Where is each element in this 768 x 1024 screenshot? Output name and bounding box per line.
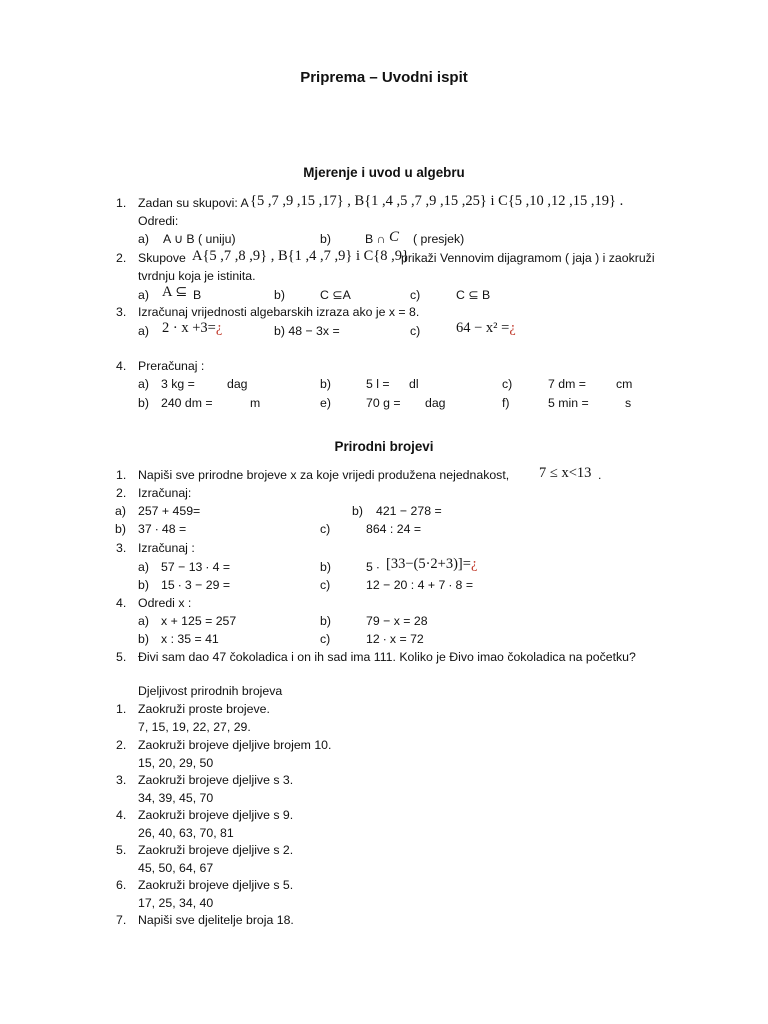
option-label: a) — [138, 288, 149, 302]
option-label: b) — [320, 232, 331, 246]
number-list: 34, 39, 45, 70 — [138, 791, 214, 805]
question-number: 3. — [116, 773, 127, 787]
punctuation: . — [598, 468, 602, 482]
question-number: 3. — [116, 305, 127, 319]
option-math: A ⊆ — [162, 284, 188, 300]
option-label: b) — [115, 522, 126, 536]
question-text: Odredi: — [138, 214, 179, 228]
option-label: b) — [320, 614, 331, 628]
question-number: 5. — [116, 843, 127, 857]
expression: 257 + 459= — [138, 504, 201, 518]
expression: 57 − 13 ∙ 4 = — [161, 560, 231, 574]
question-text: Preračunaj : — [138, 359, 205, 373]
expression: 12 ∙ x = 72 — [366, 632, 424, 646]
expression: 12 − 20 : 4 + 7 ∙ 8 = — [366, 578, 473, 592]
set-definitions: {5 ,7 ,9 ,15 ,17} , B{1 ,4 ,5 ,7 ,9 ,15 ,25} i C{5 ,10 ,12 ,15 ,19} . — [250, 193, 624, 209]
number-list: 17, 25, 34, 40 — [138, 896, 214, 910]
conversion-unit: dag — [425, 396, 446, 410]
expression: 421 − 278 = — [376, 504, 442, 518]
option-label: c) — [502, 377, 513, 391]
expression: 64 − x² =¿ — [456, 320, 516, 336]
set-definitions: A{5 ,7 ,8 ,9} , B{1 ,4 ,7 ,9} i C{8 ,9} — [192, 248, 409, 264]
question-text: Izračunaj vrijednosti algebarskih izraza ako je x = 8. — [138, 305, 420, 319]
question-number: 1. — [116, 468, 127, 482]
question-text: Zaokruži brojeve djeljive s 3. — [138, 773, 294, 787]
section-heading-algebra: Mjerenje i uvod u algebru — [303, 165, 465, 180]
question-number: 3. — [116, 541, 127, 555]
section-heading-natural-numbers: Prirodni brojevi — [334, 439, 434, 454]
expression: [33−(5·2+3)]=¿ — [386, 556, 478, 572]
option-label: b) — [320, 560, 331, 574]
expression: x : 35 = 41 — [161, 632, 219, 646]
option-label: f) — [502, 396, 510, 410]
conversion-expr: 3 kg = — [161, 377, 195, 391]
question-text: Zaokruži brojeve djeljive s 5. — [138, 878, 294, 892]
question-text: Zaokruži brojeve djeljive s 2. — [138, 843, 294, 857]
option-label: b) — [138, 632, 149, 646]
question-number: 2. — [116, 486, 127, 500]
expression: 15 ∙ 3 − 29 = — [161, 578, 231, 592]
question-text: Izračunaj : — [138, 541, 195, 555]
conversion-unit: m — [250, 396, 261, 410]
page-title: Priprema – Uvodni ispit — [300, 69, 468, 86]
number-list: 45, 50, 64, 67 — [138, 861, 214, 875]
expression-prefix: 5 ∙ — [366, 560, 380, 574]
question-number: 4. — [116, 596, 127, 610]
question-text: prikaži Vennovim dijagramom ( jaja ) i zaokruži — [401, 251, 655, 265]
question-text: Skupove — [138, 251, 186, 265]
conversion-unit: s — [625, 396, 632, 410]
option-text: C ⊆A — [320, 288, 351, 302]
number-list: 26, 40, 63, 70, 81 — [138, 826, 234, 840]
option-label: c) — [410, 324, 421, 338]
option-label: b) — [320, 377, 331, 391]
question-text: Odredi x : — [138, 596, 192, 610]
question-number: 5. — [116, 650, 127, 664]
question-text: tvrdnju koja je istinita. — [138, 269, 256, 283]
option-label: b) — [352, 504, 363, 518]
option-label: a) — [138, 560, 149, 574]
question-number: 6. — [116, 878, 127, 892]
option-text: ( presjek) — [413, 232, 465, 246]
option-label: c) — [410, 288, 421, 302]
expression: 79 − x = 28 — [366, 614, 428, 628]
option-text: B — [193, 288, 202, 302]
expression: x + 125 = 257 — [161, 614, 237, 628]
option-label: b) — [274, 288, 285, 302]
conversion-expr: 5 min = — [548, 396, 589, 410]
option-text: A ∪ B ( uniju) — [163, 232, 236, 246]
option-label: a) — [138, 377, 149, 391]
option-label: c) — [320, 522, 331, 536]
option-label: c) — [320, 578, 331, 592]
question-number: 4. — [116, 359, 127, 373]
option-label: e) — [320, 396, 331, 410]
section-heading-divisibility: Djeljivost prirodnih brojeva — [138, 684, 283, 698]
question-number: 2. — [116, 738, 127, 752]
number-list: 15, 20, 29, 50 — [138, 756, 214, 770]
conversion-unit: dag — [227, 377, 248, 391]
question-text: Zaokruži brojeve djeljive s 9. — [138, 808, 294, 822]
question-number: 7. — [116, 913, 127, 927]
question-text: Zadan su skupovi: A — [138, 196, 249, 210]
conversion-expr: 240 dm = — [161, 396, 213, 410]
question-text: Đivi sam dao 47 čokoladica i on ih sad ima 111. Koliko je Đivo imao čokoladica na početku? — [138, 650, 636, 664]
option-text: B ∩ — [365, 232, 386, 246]
expression: 2 · x +3=¿ — [162, 320, 223, 336]
inequality: 7 ≤ x<13 — [539, 465, 592, 481]
option-label: a) — [138, 324, 149, 338]
option-label: a) — [138, 614, 149, 628]
option-text: C ⊆ B — [456, 288, 491, 302]
conversion-expr: 7 dm = — [548, 377, 586, 391]
option-label: b) — [138, 396, 149, 410]
question-text: Napiši sve prirodne brojeve x za koje vrijedi produžena nejednakost, — [138, 468, 510, 482]
expression: b) 48 − 3x = — [274, 324, 340, 338]
conversion-unit: dl — [409, 377, 419, 391]
question-text: Izračunaj: — [138, 486, 192, 500]
question-number: 2. — [116, 251, 127, 265]
conversion-expr: 70 g = — [366, 396, 401, 410]
option-label: a) — [138, 232, 149, 246]
question-number: 4. — [116, 808, 127, 822]
question-text: Napiši sve djelitelje broja 18. — [138, 913, 294, 927]
question-text: Zaokruži proste brojeve. — [138, 702, 270, 716]
option-label: a) — [115, 504, 126, 518]
option-label: b) — [138, 578, 149, 592]
question-number: 1. — [116, 702, 127, 716]
conversion-expr: 5 l = — [366, 377, 390, 391]
number-list: 7, 15, 19, 22, 27, 29. — [138, 720, 251, 734]
option-label: c) — [320, 632, 331, 646]
expression: 37 ∙ 48 = — [138, 522, 187, 536]
expression: 864 : 24 = — [366, 522, 422, 536]
option-math: C — [389, 229, 400, 245]
question-text: Zaokruži brojeve djeljive brojem 10. — [138, 738, 332, 752]
conversion-unit: cm — [616, 377, 633, 391]
question-number: 1. — [116, 196, 127, 210]
